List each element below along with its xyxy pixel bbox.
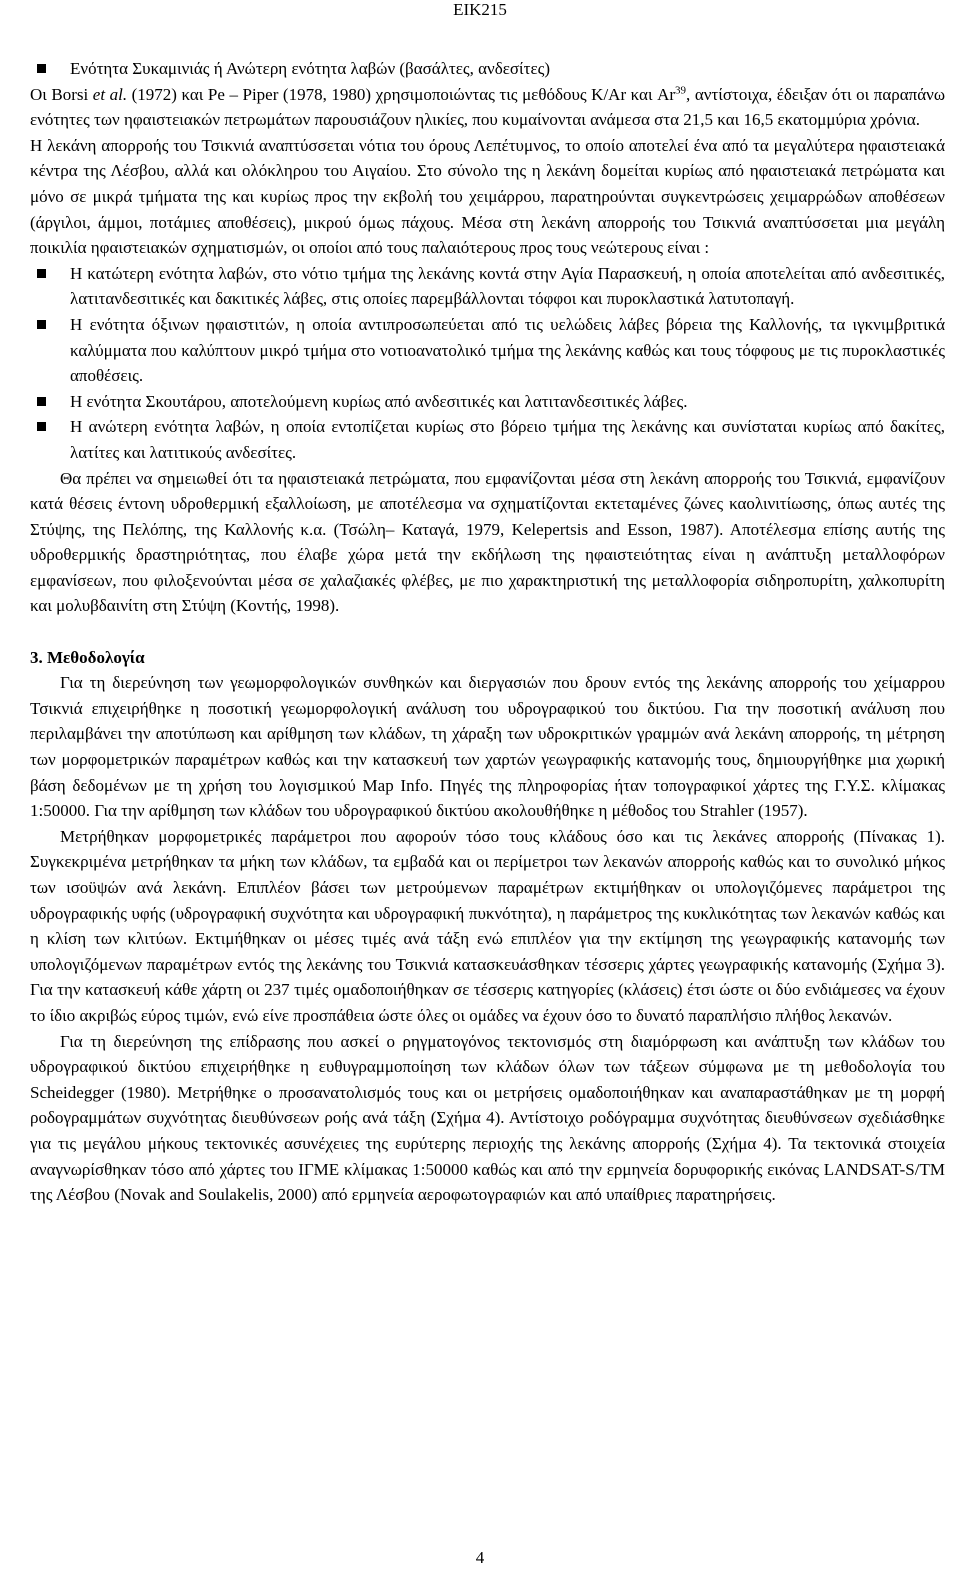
square-bullet-icon [37, 320, 46, 329]
list-item [30, 56, 945, 82]
paragraph: Μετρήθηκαν μορφομετρικές παράμετροι που αφορούν τόσο τους κλάδους όσο και τις λεκάνες απορροής (Πίνακας 1). Συγκεκριμένα μετρήθηκαν τα μήκη των κλάδων, τα εμβαδά και οι περίμετροι των λεκανών απορροής καθώς και το συνολικό μήκος των ισοϋψών ανά λεκάνη. Επιπλέον βάσει των μετρούμενων παραμέτρων εκτιμήθηκαν οι υπολογιζόμενες παράμετροι της υδρογραφικής υφής (υδρογραφική συχνότητα και υδρογραφική πυκνότητα), η παράμετρος της κυκλικότητας των λεκανών καθώς και η κλίση των κλιτύων. Εκτιμήθηκαν οι μέσες τιμές ανά τάξη ενώ επιπλέον για την εκτίμηση της γεωγραφικής κατανομής των υπολογιζόμενων παραμέτρων εντός της λεκάνης του Τσικνιά κατασκευάσθηκαν τέσσερις χάρτες γεωγραφικής κατανομής (Σχήμα 3). Για την κατασκευή κάθε χάρτη οι 237 τιμές ομαδοποιήθηκαν σε τέσσερις κατηγορίες (κλάσεις) έτσι ώστε οι δύο ενδιάμεσες να έχουν το ίδιο ακριβώς εύρος τιμών, ενώ είνε προσπάθεια ώστε όλες οι ομάδες να έχουν όσο το δυνατό παραπλήσιο πλήθος λεκανών. [30, 826, 945, 1025]
square-bullet-icon [37, 64, 46, 73]
list-item [30, 261, 945, 312]
list-item-text: Η ανώτερη ενότητα λαβών, η οποία εντοπίζεται κυρίως στο βόρειο τμήμα της λεκάνης και συνίσταται κυρίως από δακίτες, λατίτες και λατιτικούς ανδεσίτες. [70, 417, 945, 462]
page-body [30, 56, 945, 1208]
text-span: , αντίστοιχα, έδειξαν ότι οι παραπάνω ενότητες των ηφαιστειακών πετρωμάτων παρουσιάζουν ηλικίες, που κυμαίνονται ανάμεσα στα 21,5 και 16,5 εκατομμύρια χρόνια. [30, 84, 946, 130]
square-bullet-icon [37, 397, 46, 406]
list-item [30, 389, 945, 415]
list-item [30, 414, 945, 465]
list-item-text: Η κατώτερη ενότητα λαβών, στο νότιο τμήμα της λεκάνης κοντά στην Αγία Παρασκευή, η οποία αποτελείται από ανδεσιτικές, λατιτανδεσιτικές και δακιτικές λάβες, στις οποίες παρεμβάλλονται τόφφοι και πυροκλαστικά λατυτοπαγή. [70, 263, 945, 309]
text-span: Οι Borsi [30, 84, 93, 104]
list-item [30, 312, 945, 389]
page-footer [0, 1548, 960, 1568]
paragraph: Η λεκάνη απορροής του Τσικνιά αναπτύσσεται νότια του όρους Λεπέτυμνος, το οποίο αποτελεί ένα από τα μεγαλύτερα ηφαιστειακά κέντρα της Λέσβου, αλλά και ολόκληρου του Αιγαίου. Στο σύνολο της η λεκάνη δομείται κυρίως από ηφαιστειακά πετρώματα και μόνο σε μικρά τμήματα της και κυρίως προς την εκβολή του χειμάρρου, παρατηρούνται συγκεντρώσεις χειμαρρώδων αποθέσεων (άργιλοι, άμμοι, ποτάμιες αποθέσεις), μικρού όμως πάχους. Μέσα στη λεκάνη απορροής του Τσικνιά αναπτύσσεται μια μεγάλη ποικιλία ηφαιστειακών σχηματισμών, οι οποίοι από τους παλαιότερους προς τους νεώτερους είναι : [30, 135, 945, 258]
paragraph: Για τη διερεύνηση των γεωμορφολογικών συνθηκών και διεργασιών που δρουν εντός της λεκάνης απορροής του χείμαρρου Τσικνιά επιχειρήθηκε η ποσοτική γεωμορφολογική ανάλυση του υδρογραφικού του δικτύου. Για την ποσοτική ανάλυση που περιλαμβάνει την αποτύπωση και αρίθμηση των κλάδων, τη χάραξη των υδροκριτικών γραμμών ανά λεκάνη απορροής, τη μέτρηση των μορφομετρικών παραμέτρων καθώς και την κατασκευή των χαρτών γεωγραφικής κατανομής τους, δημιουργήθηκε μια χωρική βάση δεδομένων με τη χρήση του λογισμικού Map Info. Πηγές της πληροφορίας ήταν τοπογραφικοί χάρτες της Γ.Υ.Σ. κλίμακας 1:50000. Για την αρίθμηση των κλάδων του υδρογραφικού δικτύου ακολουθήθηκε η μέθοδος του Strahler (1957). [30, 673, 945, 821]
document-code: ΕΙΚ215 [453, 0, 507, 19]
text-span: (1972) και Pe – Piper (1978, 1980) χρησιμοποιώντας τις μεθόδους K/Ar και Ar [127, 84, 676, 104]
paragraph: Για τη διερεύνηση της επίδρασης που ασκεί ο ρηγματογόνος τεκτονισμός στη διαμόρφωση και ανάπτυξη των κλάδων του υδρογραφικού δικτύου επιχειρήθηκε η ευθυγραμμοποίηση των κλάδων όλων των τάξεων σύμφωνα με τη μεθοδολογία του Scheidegger (1980). Μετρήθηκε ο προσανατολισμός τους και οι μετρήσεις ομαδοποιήθηκαν και αναπαραστάθηκαν με τη μορφή ροδογραμμάτων συχνότητας διευθύνσεων ροής ανά τάξη (Σχήμα 4). Αντίστοιχο ροδόγραμμα συχνότητας διευθύνσεων σχεδιάσθηκε για τις μεγάλου μήκους τεκτονικές ασυνέχειες της ευρύτερης περιοχής της λεκάνης απορροής (Σχήμα 4). Τα τεκτονικά στοιχεία αναγνωρίσθηκαν τόσο από χάρτες του ΙΓΜΕ κλίμακας 1:50000 καθώς και από την ερμηνεία δορυφορικής εικόνας LANDSAT-S/TM της Λέσβου (Novak and Soulakelis, 2000) από ερμηνεία αεροφωτογραφιών και από υπαίθριες παρατηρήσεις. [30, 1031, 945, 1205]
list-item-text: Η ενότητα όξινων ηφαιστιτών, η οποία αντιπροσωπεύεται από τις υελώδεις λάβες βόρεια της Καλλονής, τα ιγκνιμβριτικά καλύμματα που καλύπτουν μικρό τμήμα στο νοτιοανατολικό τμήμα της λεκάνης καθώς και τους τόφφους με τις πυροκλαστικές αποθέσεις. [70, 314, 945, 386]
square-bullet-icon [37, 269, 46, 278]
list-item-text: Η ενότητα Σκουτάρου, αποτελούμενη κυρίως από ανδεσιτικές και λατιτανδεσιτικές λάβες. [70, 391, 688, 411]
square-bullet-icon [37, 422, 46, 431]
section-heading: 3. Μεθοδολογία [30, 647, 145, 667]
paragraph [30, 82, 945, 133]
superscript: 39 [675, 83, 687, 96]
list-item-text: Ενότητα Συκαμινιάς ή Ανώτερη ενότητα λαβών (βασάλτες, ανδεσίτες) [70, 59, 550, 78]
page-number: 4 [475, 1548, 485, 1567]
italic-text: et al. [92, 84, 128, 104]
paragraph: Θα πρέπει να σημειωθεί ότι τα ηφαιστειακά πετρώματα, που εμφανίζονται μέσα στη λεκάνη απορροής του Τσικνιά, εμφανίζουν κατά θέσεις έντονη υδροθερμική εξαλλοίωση, με αποτέλεσμα να σχηματίζονται εκτεταμένες ζώνες καολινιτίωσης, όπως αυτές της Στύψης, της Πελόπης, της Καλλονής κ.α. (Τσώλη– Καταγά, 1979, Kelepertsis and Esson, 1987). Αποτέλεσμα επίσης αυτής της υδροθερμικής δραστηριότητας, που έλαβε χώρα μετά την εκδήλωση της ηφαιστειότητας είναι η ανάπτυξη μεταλλοφόρων εμφανίσεων, που φιλοξενούνται μέσα σε χαλαζιακές φλέβες, με πιο χαρακτηριστική της μεταλλοφορία σιδηροπυρίτη, χαλκοπυρίτη και μολυβδαινίτη στη Στύψη (Κοντής, 1998). [30, 468, 945, 616]
page-header [0, 0, 960, 20]
